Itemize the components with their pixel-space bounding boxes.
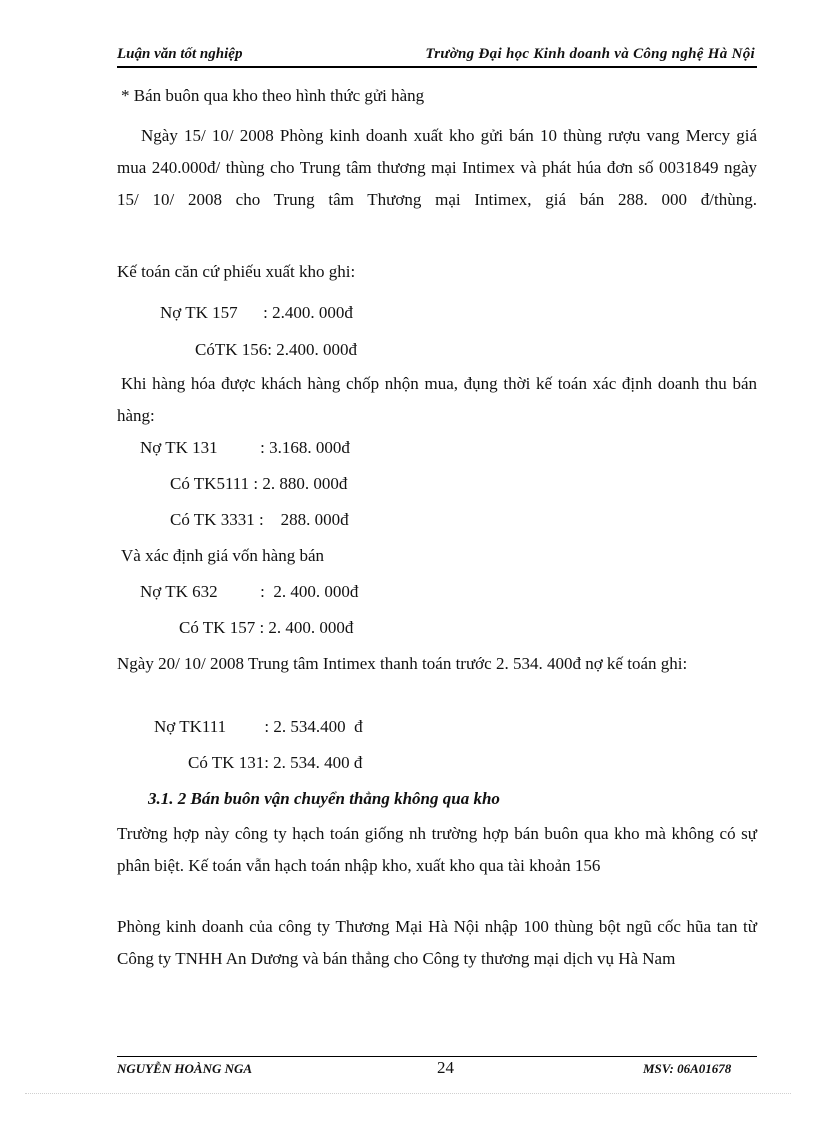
journal-entry-debit-111: Nợ TK111 : 2. 534.400 đ [154,717,363,736]
journal-entry-credit-157: Có TK 157 : 2. 400. 000đ [179,618,354,637]
paragraph-cost-of-goods: Và xác định giá vốn hàng bán [121,546,324,565]
section-title: * Bán buôn qua kho theo hình thức gửi hàng [121,86,425,105]
journal-entry-credit-156: CóTK 156: 2.400. 000đ [195,340,357,359]
paragraph-example: Phòng kinh doanh của công ty Thương Mại Hà Nội nhập 100 thùng bột ngũ cốc hũa tan từ Công ty TNHH An Dương và bán thẳng cho Công ty thương mại dịch vụ Hà Nam [117,917,757,968]
journal-entry-credit-131: Có TK 131: 2. 534. 400 đ [188,753,363,772]
journal-entry-credit-3331: Có TK 3331 : 288. 000đ [170,510,349,529]
journal-entry-credit-5111: Có TK5111 : 2. 880. 000đ [170,474,348,493]
paragraph-consignment: Ngày 15/ 10/ 2008 Phòng kinh doanh xuất kho gửi bán 10 thùng rượu vang Mercy giá mua 240.000đ/ thùng cho Trung tâm thương mại Intimex và phát húa đơn số 0031849 ngày 15/ 10/ 2008 cho Trung tâm Thương mại Intimex, giá bán 288. 000 đ/thùng. [117,126,757,209]
journal-entry-debit-157: Nợ TK 157 : 2.400. 000đ [160,303,353,322]
page-edge-divider [25,1093,791,1094]
section-heading: 3.1. 2 Bán buôn vận chuyển thẳng không qua kho [148,789,500,808]
journal-entry-debit-632: Nợ TK 632 : 2. 400. 000đ [140,582,359,601]
footer-author: NGUYỄN HOÀNG NGA [117,1061,253,1076]
footer-student-id: MSV: 06A01678 [643,1061,732,1076]
footer-divider [117,1056,757,1057]
paragraph-payment: Ngày 20/ 10/ 2008 Trung tâm Intimex thanh toán trước 2. 534. 400đ nợ kế toán ghi: [117,654,688,673]
header-university-name: Trường Đại học Kinh doanh và Công nghệ Hà Nội [425,46,755,62]
journal-entry-debit-131: Nợ TK 131 : 3.168. 000đ [140,438,350,457]
page-number: 24 [437,1058,454,1077]
paragraph-revenue: Khi hàng hóa được khách hàng chốp nhộn mua, đụng thời kế toán xác định doanh thu bán hàng: [117,374,757,425]
page-header [117,44,757,68]
paragraph-direct-sales: Trường hợp này công ty hạch toán giống nh trường hợp bán buôn qua kho mà không có sự phân biệt. Kế toán vẫn hạch toán nhập kho, xuất kho qua tài khoản 156 [117,824,757,875]
header-thesis-label: Luận văn tốt nghiệp [117,46,243,62]
paragraph-accounting-note: Kế toán căn cứ phiếu xuất kho ghi: [117,262,356,281]
